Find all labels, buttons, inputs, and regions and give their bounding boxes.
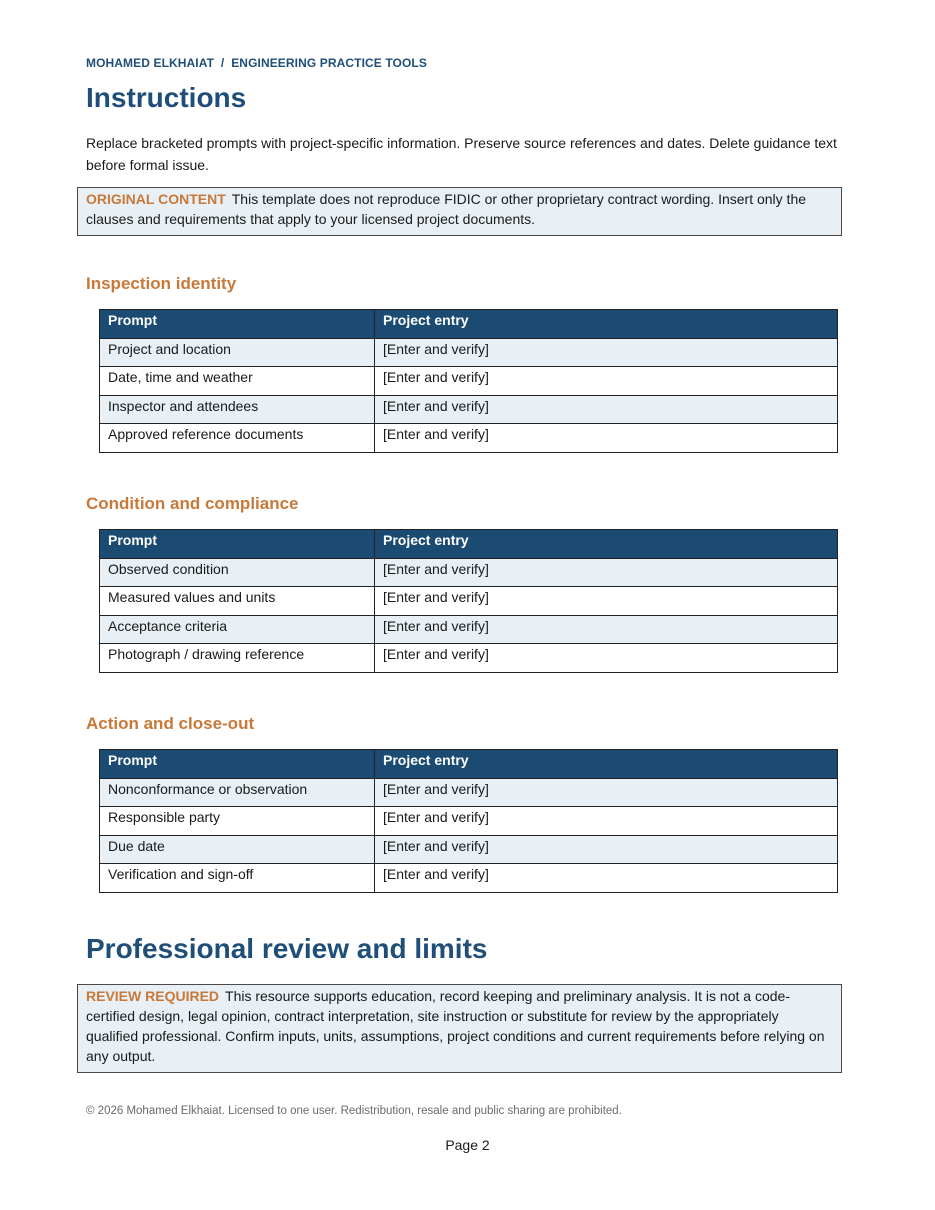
table-row bbox=[100, 615, 838, 644]
prompt-cell: Project and location bbox=[100, 338, 375, 367]
note-text: This template does not reproduce FIDIC or other proprietary contract wording. Insert only the clauses and requirements that apply to your licensed project documents. bbox=[86, 191, 807, 227]
entry-cell[interactable]: [Enter and verify] bbox=[375, 835, 838, 864]
table-row bbox=[100, 807, 838, 836]
table-row bbox=[100, 864, 838, 893]
table-row bbox=[100, 367, 838, 396]
entry-cell[interactable]: [Enter and verify] bbox=[375, 587, 838, 616]
copyright-notice: © 2026 Mohamed Elkhaiat. Licensed to one user. Redistribution, resale and public sharing are prohibited. bbox=[86, 1105, 622, 1117]
entry-cell[interactable]: [Enter and verify] bbox=[375, 395, 838, 424]
entry-cell[interactable]: [Enter and verify] bbox=[375, 558, 838, 587]
prompt-cell: Photograph / drawing reference bbox=[100, 644, 375, 673]
column-header-project-entry: Project entry bbox=[375, 750, 838, 779]
entry-cell[interactable]: [Enter and verify] bbox=[375, 615, 838, 644]
column-header-prompt: Prompt bbox=[100, 750, 375, 779]
action-closeout-table bbox=[99, 749, 838, 893]
entry-cell[interactable]: [Enter and verify] bbox=[375, 807, 838, 836]
entry-cell[interactable]: [Enter and verify] bbox=[375, 864, 838, 893]
table-row bbox=[100, 587, 838, 616]
table-row bbox=[100, 778, 838, 807]
review-title: Professional review and limits bbox=[86, 933, 488, 964]
table-row bbox=[100, 558, 838, 587]
table-row bbox=[100, 424, 838, 453]
entry-cell[interactable]: [Enter and verify] bbox=[375, 778, 838, 807]
inspection-identity-table bbox=[99, 309, 838, 453]
review-required-note bbox=[77, 984, 842, 1073]
page-number: Page 2 bbox=[445, 1137, 490, 1153]
column-header-project-entry: Project entry bbox=[375, 310, 838, 339]
column-header-project-entry: Project entry bbox=[375, 530, 838, 559]
condition-compliance-table bbox=[99, 529, 838, 673]
prompt-cell: Date, time and weather bbox=[100, 367, 375, 396]
header-breadcrumb: MOHAMED ELKHAIAT / ENGINEERING PRACTICE TOOLS bbox=[86, 56, 427, 70]
prompt-cell: Nonconformance or observation bbox=[100, 778, 375, 807]
note-text: This resource supports education, record keeping and preliminary analysis. It is not a code-certified design, legal opinion, contract interpretation, site instruction or substitute for review by the appropriately qualified professional. Confirm inputs, units, assumptions, project conditions and current requirements before relying on any output. bbox=[86, 988, 825, 1064]
prompt-cell: Acceptance criteria bbox=[100, 615, 375, 644]
entry-cell[interactable]: [Enter and verify] bbox=[375, 644, 838, 673]
entry-cell[interactable]: [Enter and verify] bbox=[375, 338, 838, 367]
entry-cell[interactable]: [Enter and verify] bbox=[375, 367, 838, 396]
section-title-action-closeout: Action and close-out bbox=[86, 714, 255, 733]
column-header-prompt: Prompt bbox=[100, 530, 375, 559]
entry-cell[interactable]: [Enter and verify] bbox=[375, 424, 838, 453]
prompt-cell: Inspector and attendees bbox=[100, 395, 375, 424]
table-row bbox=[100, 835, 838, 864]
table-row bbox=[100, 395, 838, 424]
note-tag: ORIGINAL CONTENT bbox=[86, 191, 226, 207]
prompt-cell: Due date bbox=[100, 835, 375, 864]
instructions-body: Replace bracketed prompts with project-specific information. Preserve source references and dates. Delete guidance text before formal issue. bbox=[86, 135, 837, 173]
prompt-cell: Observed condition bbox=[100, 558, 375, 587]
table-row bbox=[100, 338, 838, 367]
prompt-cell: Verification and sign-off bbox=[100, 864, 375, 893]
table-row bbox=[100, 644, 838, 673]
note-tag: REVIEW REQUIRED bbox=[86, 988, 220, 1004]
column-header-prompt: Prompt bbox=[100, 310, 375, 339]
instructions-title: Instructions bbox=[86, 82, 247, 113]
section-title-inspection-identity: Inspection identity bbox=[86, 274, 237, 293]
prompt-cell: Responsible party bbox=[100, 807, 375, 836]
prompt-cell: Measured values and units bbox=[100, 587, 375, 616]
prompt-cell: Approved reference documents bbox=[100, 424, 375, 453]
original-content-note bbox=[77, 187, 842, 236]
section-title-condition-compliance: Condition and compliance bbox=[86, 494, 299, 513]
